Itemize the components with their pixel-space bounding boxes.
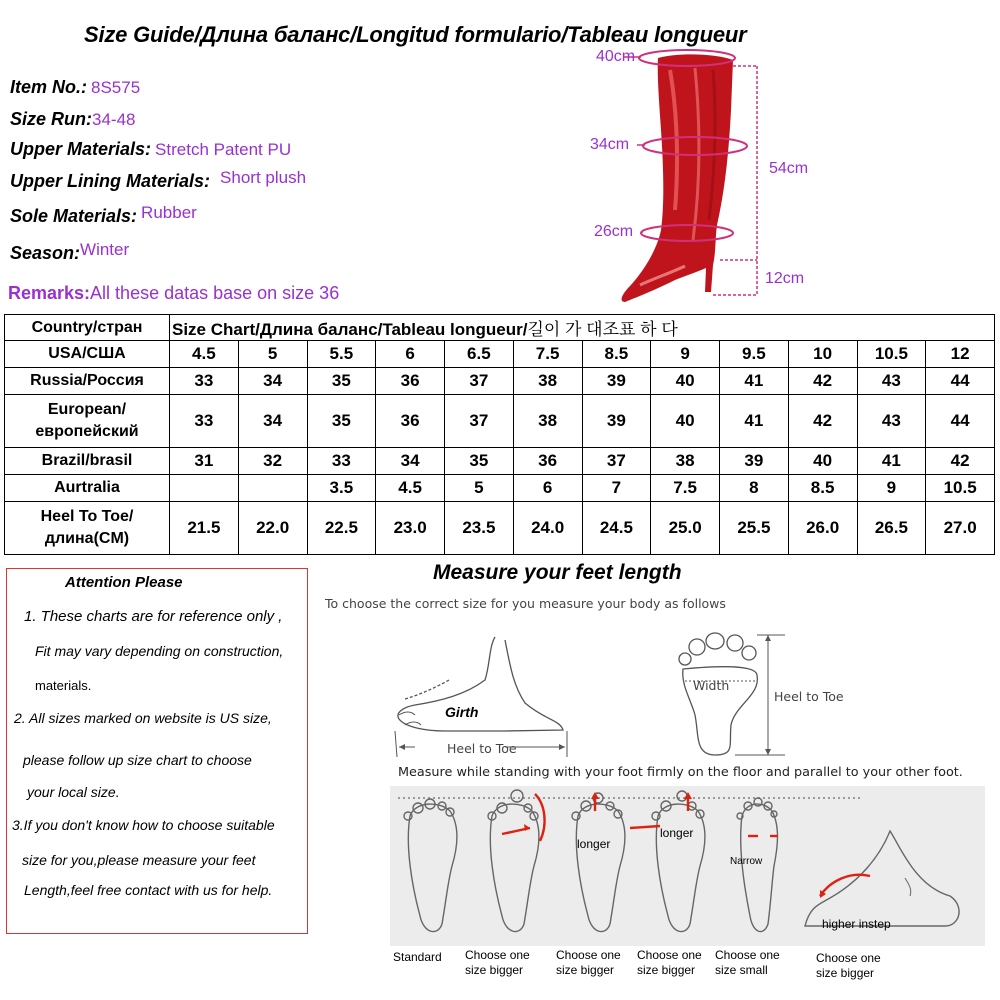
country-cell: Russia/Россия xyxy=(5,368,170,395)
foot-caption-2: Choose one size bigger xyxy=(465,948,530,977)
size-cell: 31 xyxy=(170,448,239,475)
foot-caption-6: Choose one size bigger xyxy=(816,951,881,980)
size-cell: 34 xyxy=(238,368,307,395)
size-cell: 21.5 xyxy=(170,502,239,555)
size-cell: 32 xyxy=(238,448,307,475)
size-cell: 23.0 xyxy=(376,502,445,555)
chart-header xyxy=(170,315,995,341)
size-cell: 22.5 xyxy=(307,502,376,555)
table-header-row xyxy=(5,315,995,341)
table-row xyxy=(5,368,995,395)
size-cell: 44 xyxy=(926,395,995,448)
size-cell: 22.0 xyxy=(238,502,307,555)
foot-high-instep-icon xyxy=(805,831,959,926)
size-cell: 10.5 xyxy=(926,475,995,502)
size-cell: 40 xyxy=(788,448,857,475)
upper-materials-value: Stretch Patent PU xyxy=(155,140,292,159)
size-cell: 9.5 xyxy=(720,341,789,368)
size-cell: 38 xyxy=(513,368,582,395)
foot-caption-4: Choose one size bigger xyxy=(637,948,702,977)
measure-title: Measure your feet length xyxy=(433,561,682,584)
attention-line: 1. These charts are for reference only , xyxy=(24,608,283,625)
attention-line: size for you,please measure your feet xyxy=(22,852,256,868)
remarks-label: Remarks: xyxy=(8,283,91,303)
sole-label: Sole Materials: xyxy=(10,206,138,226)
table-row xyxy=(5,448,995,475)
size-cell: 37 xyxy=(445,395,514,448)
attention-line: Fit may vary depending on construction, xyxy=(35,643,284,659)
size-run-label: Size Run: xyxy=(10,109,93,129)
table-row xyxy=(5,502,995,555)
size-cell: 4.5 xyxy=(170,341,239,368)
size-cell: 41 xyxy=(857,448,926,475)
size-cell: 4.5 xyxy=(376,475,445,502)
item-no-row xyxy=(10,77,140,98)
country-header: Country/стран xyxy=(5,315,170,341)
size-cell: 27.0 xyxy=(926,502,995,555)
boot-illustration xyxy=(585,40,820,310)
size-cell: 36 xyxy=(376,368,445,395)
upper-materials-row xyxy=(10,139,291,160)
size-cell: 38 xyxy=(651,448,720,475)
chart-header-text: Size Chart/Длина баланс/Tableau longueur/ xyxy=(172,320,528,339)
size-cell: 5 xyxy=(445,475,514,502)
foot-caption-3: Choose one size bigger xyxy=(556,948,621,977)
heel-to-toe-label-2: Heel to Toe xyxy=(774,689,844,704)
size-cell: 35 xyxy=(307,395,376,448)
attention-box xyxy=(6,568,308,934)
size-cell: 8.5 xyxy=(788,475,857,502)
attention-line: materials. xyxy=(35,678,92,693)
size-cell: 40 xyxy=(651,395,720,448)
size-cell: 36 xyxy=(513,448,582,475)
upper-materials-label: Upper Materials: xyxy=(10,139,152,159)
season-label: Season: xyxy=(10,243,81,263)
foot-caption-5: Choose one size small xyxy=(715,948,780,977)
size-cell: 10.5 xyxy=(857,341,926,368)
size-cell: 9 xyxy=(651,341,720,368)
shaft-height-label: 54cm xyxy=(769,160,809,177)
size-cell: 8 xyxy=(720,475,789,502)
narrow-note: Narrow xyxy=(730,856,763,867)
girth-label: Girth xyxy=(445,704,479,720)
country-cell: European/европейский xyxy=(5,395,170,448)
size-cell: 37 xyxy=(445,368,514,395)
size-cell: 42 xyxy=(926,448,995,475)
size-cell: 26.5 xyxy=(857,502,926,555)
foot-wide-big-toe-icon xyxy=(488,790,539,932)
foot-longer-toe-icon xyxy=(572,793,625,932)
size-cell: 6.5 xyxy=(445,341,514,368)
foot-caption-standard: Standard xyxy=(393,950,442,964)
higher-instep-note: higher instep xyxy=(822,917,891,931)
size-cell: 7.5 xyxy=(513,341,582,368)
measure-subtitle: To choose the correct size for you measure your body as follows xyxy=(325,596,726,611)
table-row xyxy=(5,395,995,448)
season-value: Winter xyxy=(80,240,130,259)
width-label: Width xyxy=(693,678,730,693)
country-cell: Heel To Toe/длина(CM) xyxy=(5,502,170,555)
top-circumference-label: 40cm xyxy=(596,48,636,65)
longer-note-2: longer xyxy=(660,826,694,840)
size-cell: 44 xyxy=(926,368,995,395)
size-cell: 8.5 xyxy=(582,341,651,368)
size-run-value: 34-48 xyxy=(92,110,136,129)
size-cell: 24.5 xyxy=(582,502,651,555)
size-cell: 34 xyxy=(238,395,307,448)
attention-title: Attention Please xyxy=(65,574,183,591)
measure-instruction: Measure while standing with your foot firmly on the floor and parallel to your other foot. xyxy=(398,765,963,780)
season-row xyxy=(10,240,130,264)
remarks xyxy=(8,283,339,304)
fit-arrows xyxy=(502,794,870,896)
attention-line: your local size. xyxy=(27,784,120,800)
size-run-row xyxy=(10,109,136,130)
size-cell: 6 xyxy=(513,475,582,502)
size-chart-table xyxy=(4,314,995,555)
size-cell: 5.5 xyxy=(307,341,376,368)
table-row xyxy=(5,475,995,502)
size-cell: 12 xyxy=(926,341,995,368)
size-cell: 38 xyxy=(513,395,582,448)
size-cell: 35 xyxy=(445,448,514,475)
heel-to-toe-label: Heel to Toe xyxy=(447,741,517,756)
size-cell: 7 xyxy=(582,475,651,502)
size-cell: 10 xyxy=(788,341,857,368)
item-no-value: 8S575 xyxy=(91,78,141,97)
attention-line: 2. All sizes marked on website is US size, xyxy=(14,710,272,726)
size-cell: 39 xyxy=(582,395,651,448)
size-cell: 36 xyxy=(376,395,445,448)
table-row xyxy=(5,341,995,368)
size-cell: 25.0 xyxy=(651,502,720,555)
size-cell: 35 xyxy=(307,368,376,395)
remarks-text: All these datas base on size 36 xyxy=(90,283,340,303)
size-cell: 33 xyxy=(170,395,239,448)
sole-row xyxy=(10,203,197,227)
side-foot-icon xyxy=(398,637,563,731)
attention-line: please follow up size chart to choose xyxy=(23,752,252,768)
lining-value: Short plush xyxy=(220,168,307,187)
size-cell xyxy=(170,475,239,502)
size-cell: 24.0 xyxy=(513,502,582,555)
attention-line: Length,feel free contact with us for help. xyxy=(24,882,273,898)
lining-label: Upper Lining Materials: xyxy=(10,171,211,191)
size-cell: 6 xyxy=(376,341,445,368)
size-cell: 25.5 xyxy=(720,502,789,555)
ankle-circumference-label: 26cm xyxy=(594,223,634,240)
size-cell: 5 xyxy=(238,341,307,368)
size-cell: 26.0 xyxy=(788,502,857,555)
item-no-label: Item No.: xyxy=(10,77,88,97)
size-cell: 23.5 xyxy=(445,502,514,555)
size-cell: 33 xyxy=(307,448,376,475)
size-cell xyxy=(238,475,307,502)
size-cell: 37 xyxy=(582,448,651,475)
size-cell: 3.5 xyxy=(307,475,376,502)
foot-standard-icon xyxy=(404,799,457,932)
country-cell: USA/США xyxy=(5,341,170,368)
longer-note-1: longer xyxy=(577,837,611,851)
size-cell: 43 xyxy=(857,395,926,448)
sole-value: Rubber xyxy=(141,203,197,222)
size-cell: 33 xyxy=(170,368,239,395)
calf-circumference-label: 34cm xyxy=(590,136,630,153)
heel-height-label: 12cm xyxy=(765,270,805,287)
size-cell: 7.5 xyxy=(651,475,720,502)
size-cell: 42 xyxy=(788,395,857,448)
foot-longer-second-toe-icon xyxy=(652,791,705,932)
country-cell: Brazil/brasil xyxy=(5,448,170,475)
size-cell: 9 xyxy=(857,475,926,502)
chart-header-korean: 길이 가 대조표 하 다 xyxy=(527,320,678,339)
size-cell: 41 xyxy=(720,368,789,395)
size-cell: 42 xyxy=(788,368,857,395)
size-cell: 39 xyxy=(720,448,789,475)
country-cell: Aurtralia xyxy=(5,475,170,502)
attention-line: 3.If you don't know how to choose suitable xyxy=(12,817,275,833)
size-cell: 41 xyxy=(720,395,789,448)
page-title: Size Guide/Длина баланс/Longitud formulario/Tableau longueur xyxy=(84,22,747,47)
foot-sole-icon xyxy=(679,633,757,755)
size-cell: 40 xyxy=(651,368,720,395)
size-cell: 43 xyxy=(857,368,926,395)
foot-types-diagram xyxy=(390,786,985,946)
size-cell: 34 xyxy=(376,448,445,475)
lining-row xyxy=(10,168,307,192)
size-cell: 39 xyxy=(582,368,651,395)
arrow-heads xyxy=(524,792,826,898)
